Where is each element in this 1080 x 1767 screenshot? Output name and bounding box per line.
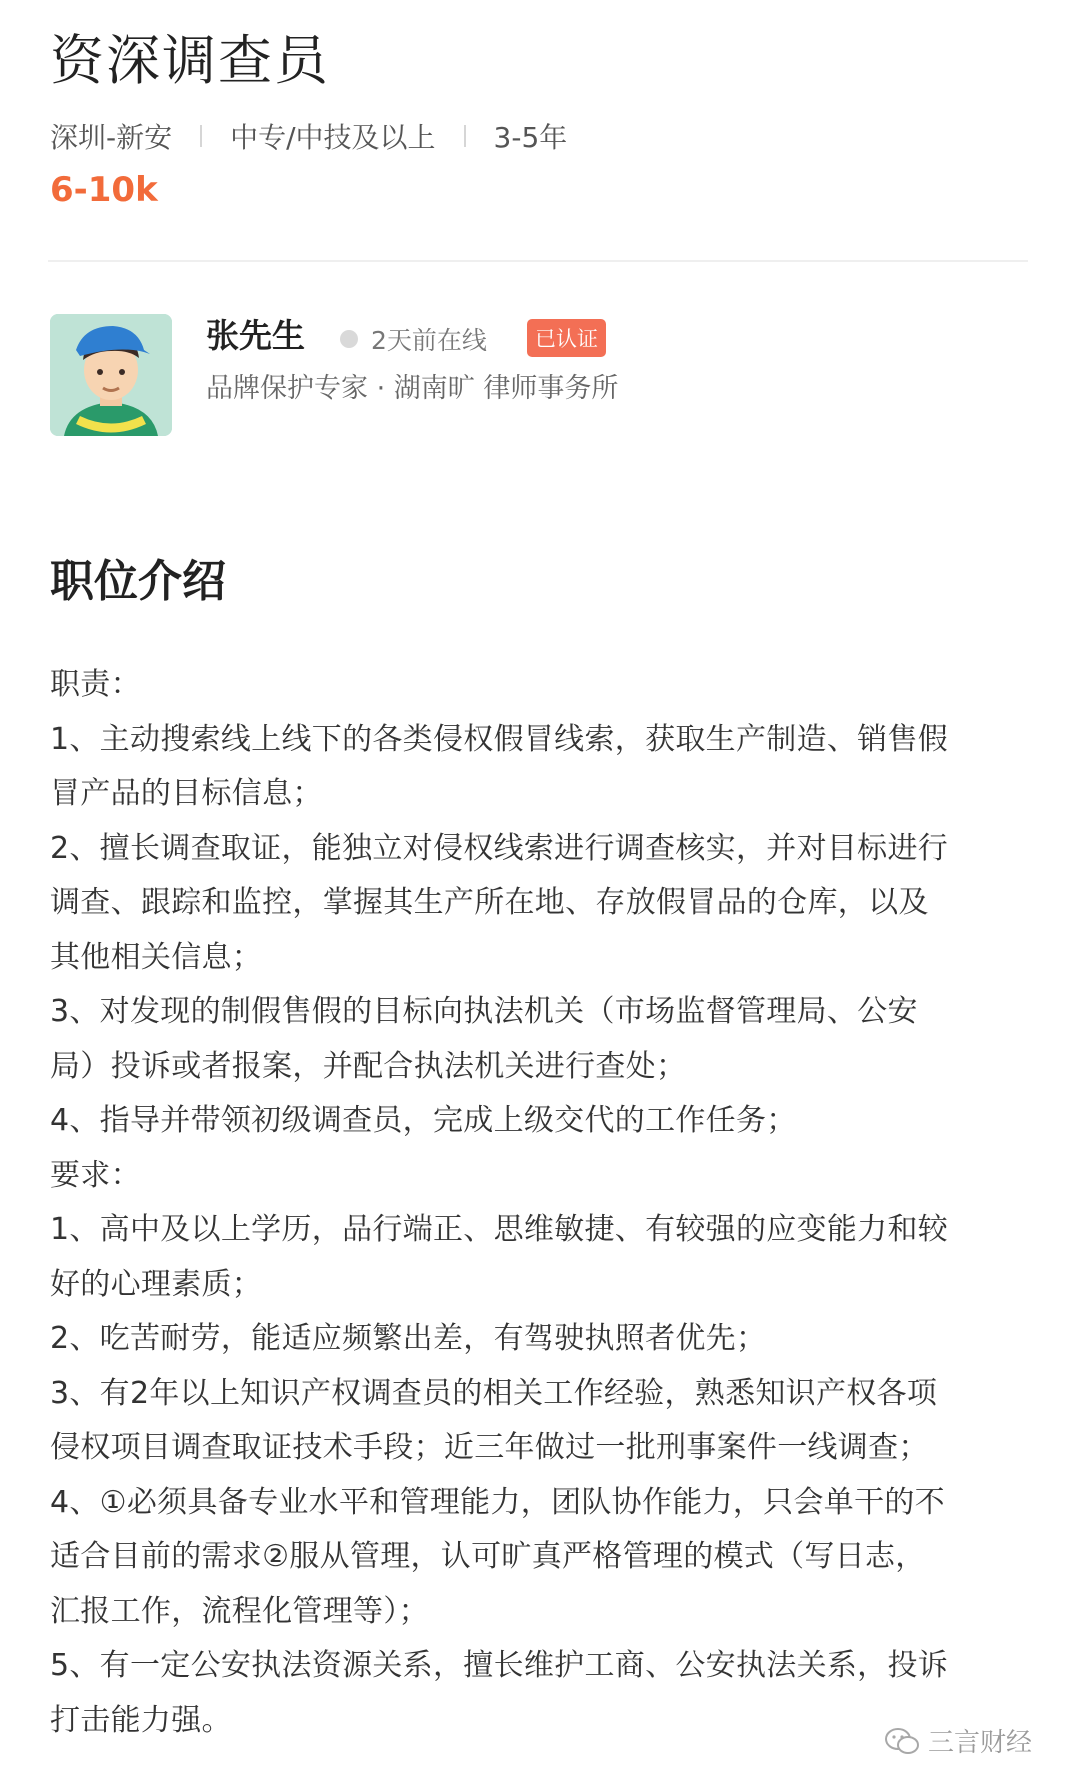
recruiter-company: 品牌保护专家 · 湖南旷 律师事务所 — [206, 373, 619, 404]
description-line: 汇报工作，流程化管理等）； — [50, 1593, 429, 1629]
recruiter-avatar[interactable] — [50, 314, 172, 436]
watermark-text: 三言财经 — [928, 1728, 1033, 1758]
description-line: 3、有2年以上知识产权调查员的相关工作经验，熟悉知识产权各项 — [50, 1375, 938, 1411]
description-line: 4、①必须具备专业水平和管理能力，团队协作能力，只会单干的不 — [50, 1484, 945, 1520]
verified-badge: 已认证 — [527, 319, 606, 357]
job-experience: 3-5年 — [493, 121, 568, 154]
meta-divider — [200, 125, 202, 147]
description-line: 2、吃苦耐劳，能适应频繁出差，有驾驶执照者优先； — [50, 1321, 767, 1356]
online-status-text: 2天前在线 — [371, 326, 487, 355]
watermark — [884, 1722, 1032, 1759]
description-line: 打击能力强。 — [50, 1702, 232, 1738]
job-salary: 6-10k — [50, 170, 158, 210]
job-location: 深圳-新安 — [50, 121, 173, 154]
description-line: 局）投诉或者报案，并配合执法机关进行查处； — [50, 1048, 687, 1084]
description-line: 3、对发现的制假售假的目标向执法机关（市场监督管理局、公安 — [50, 994, 918, 1029]
description-line: 1、主动搜索线上线下的各类侵权假冒线索，获取生产制造、销售假 — [50, 721, 949, 757]
recruiter-name: 张先生 — [206, 316, 305, 355]
description-line: 5、有一定公安执法资源关系，擅长维护工商、公安执法关系，投诉 — [50, 1648, 949, 1683]
description-line: 4、指导并带领初级调查员，完成上级交代的工作任务； — [50, 1103, 797, 1138]
job-meta-row — [50, 116, 567, 156]
description-line: 2、擅长调查取证，能独立对侵权线索进行调查核实，并对目标进行 — [50, 830, 949, 866]
description-line: 1、高中及以上学历，品行端正、思维敏捷、有较强的应变能力和较 — [50, 1212, 949, 1247]
online-status-dot-icon — [340, 330, 358, 348]
avatar-illustration-icon — [50, 314, 172, 436]
job-description — [50, 658, 1040, 1748]
description-line: 调查、跟踪和监控，掌握其生产所在地、存放假冒品的仓库，以及 — [50, 885, 929, 920]
job-title: 资深调查员 — [50, 29, 330, 92]
description-line: 适合目前的需求②服从管理，认可旷真严格管理的模式（写日志， — [50, 1539, 926, 1574]
meta-divider — [464, 125, 466, 147]
wechat-icon — [884, 1727, 920, 1755]
section-title-job-intro: 职位介绍 — [50, 556, 226, 607]
description-line: 冒产品的目标信息； — [50, 776, 323, 811]
section-divider — [48, 260, 1028, 262]
description-line: 要求： — [50, 1157, 141, 1193]
job-education: 中专/中技及以上 — [230, 121, 436, 154]
description-line: 好的心理素质； — [50, 1266, 263, 1302]
description-line: 侵权项目调查取证技术手段；近三年做过一批刑事案件一线调查； — [50, 1430, 929, 1465]
description-line: 其他相关信息； — [50, 939, 263, 975]
description-line: 职责： — [50, 667, 141, 702]
